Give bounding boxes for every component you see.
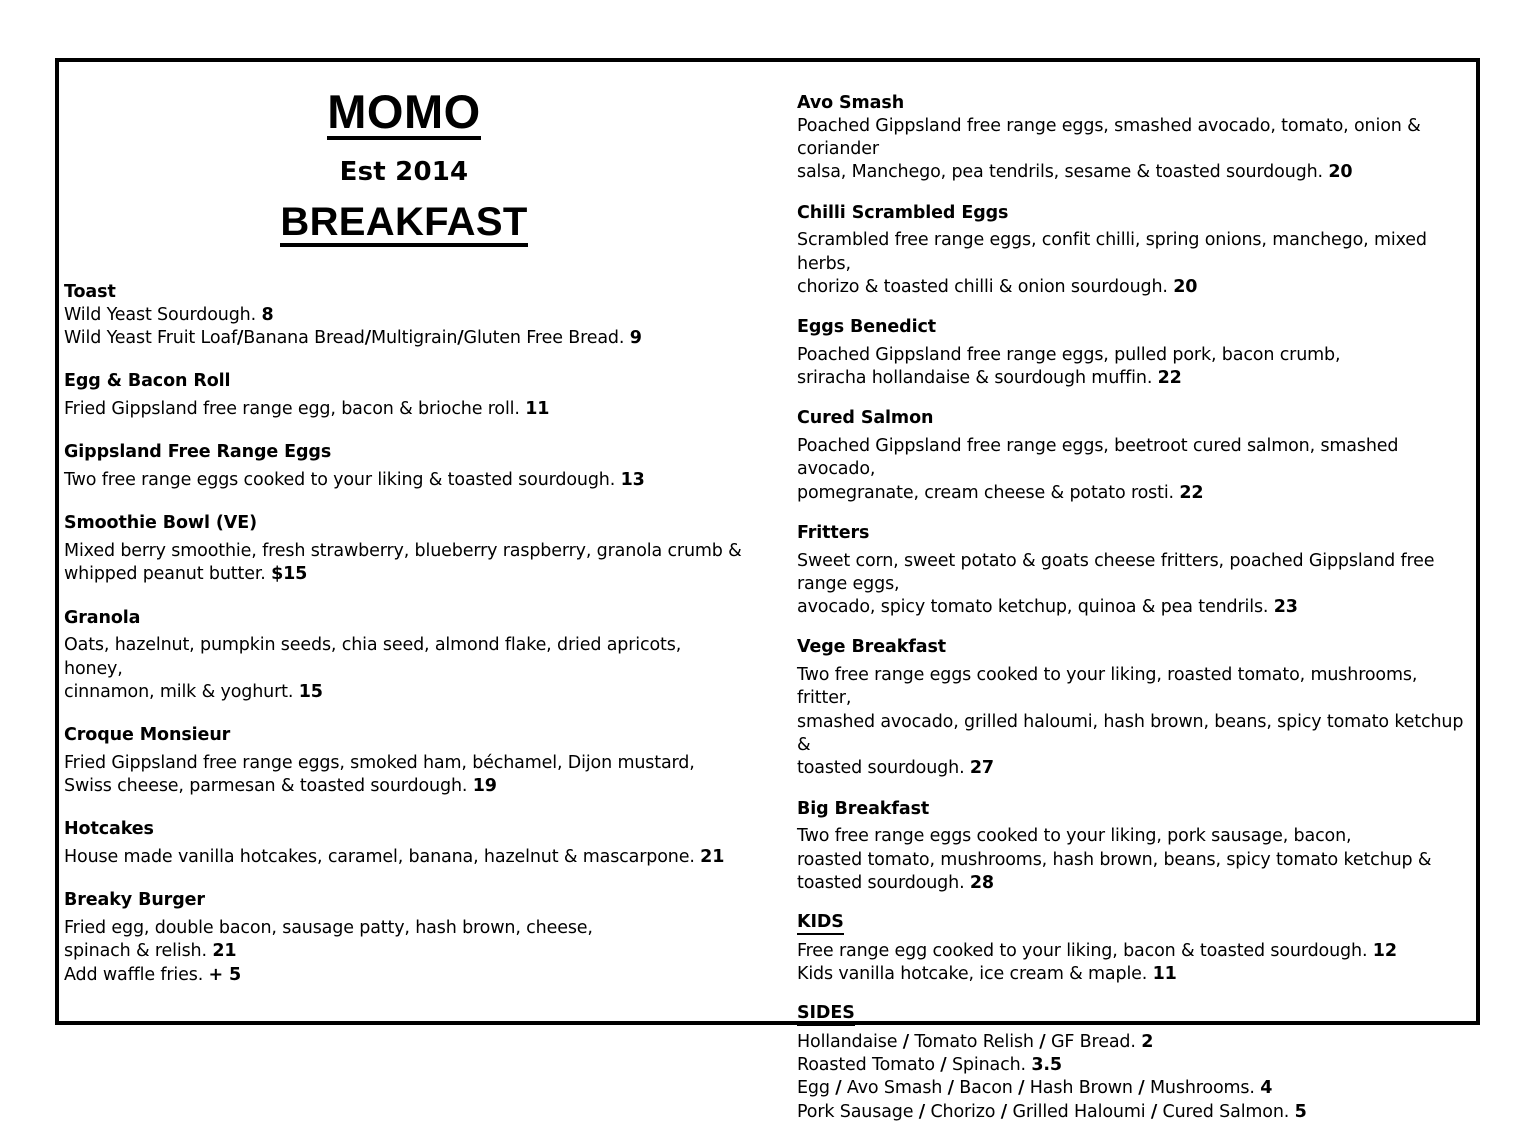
menu-item-title-row: [797, 636, 1469, 659]
menu-item-price: /: [835, 1078, 842, 1099]
menu-item-text: Two free range eggs cooked to your liking & toasted sourdough.: [64, 470, 621, 491]
menu-item-description-line: [797, 963, 1469, 986]
menu-item-breaky-burger: [64, 889, 744, 987]
menu-item-text: Kids vanilla hotcake, ice cream & maple.: [797, 964, 1153, 984]
menu-item-title: Eggs Benedict: [797, 317, 937, 338]
menu-item-description-line: [64, 940, 744, 963]
menu-item-title: Big Breakfast: [797, 798, 930, 819]
menu-item-price: /: [1138, 1078, 1145, 1099]
menu-item-title: Croque Monsieur: [64, 725, 231, 746]
menu-item-text: Fried Gippsland free range egg, bacon & brioche roll.: [64, 399, 526, 420]
menu-item-description-line: [797, 276, 1469, 299]
menu-item-description: [64, 398, 744, 421]
menu-item-text: Wild Yeast Fruit Loaf: [64, 328, 237, 349]
menu-item-text: avocado, spicy tomato ketchup, quinoa & pea tendrils.: [797, 597, 1274, 618]
menu-item-description: [797, 940, 1469, 987]
menu-item-title-row: [64, 281, 744, 304]
menu-item-text: Add waffle fries.: [64, 964, 209, 985]
menu-item-text: Swiss cheese, parmesan & toasted sourdough.: [64, 776, 473, 797]
menu-item-description-line: [797, 115, 1469, 162]
menu-item-kids: [797, 912, 1469, 986]
menu-item-description-line: [797, 367, 1469, 390]
menu-item-price: 15: [298, 681, 323, 702]
menu-item-text: Multigrain: [371, 328, 458, 349]
menu-item-text: Hash Brown: [1024, 1078, 1139, 1099]
menu-item-price: /: [918, 1101, 926, 1122]
menu-item-price: + 5: [208, 964, 242, 985]
menu-item-title-row: [64, 607, 744, 630]
menu-item-price: /: [1039, 1031, 1046, 1052]
menu-item-description-line: [797, 1031, 1469, 1054]
menu-item-text: Grilled Haloumi: [1007, 1101, 1151, 1122]
menu-item-description: [797, 1031, 1469, 1124]
menu-item-text: Poached Gippsland free range eggs, pulled pork, bacon crumb,: [797, 344, 1341, 365]
menu-item-description-line: [797, 664, 1469, 711]
menu-item-title-row: [64, 818, 744, 841]
menu-item-price: 9: [629, 328, 642, 349]
menu-item-price: 12: [1372, 940, 1397, 961]
menu-item-text: cinnamon, milk & yoghurt.: [64, 681, 299, 702]
menu-item-text: Avo Smash: [841, 1078, 948, 1099]
menu-item-text: Banana Bread: [243, 328, 365, 349]
menu-item-text: Oats, hazelnut, pumpkin seeds, chia seed, almond flake, dried apricots, honey,: [64, 635, 682, 679]
menu-item-text: Egg: [797, 1078, 836, 1099]
menu-item-title-row: [64, 370, 744, 393]
menu-item-description-line: [64, 327, 744, 350]
menu-content: [59, 62, 1476, 1122]
menu-item-description-line: [64, 846, 744, 869]
menu-item-price: /: [947, 1078, 954, 1099]
menu-item-text: Scrambled free range eggs, confit chilli, spring onions, manchego, mixed herbs,: [797, 230, 1427, 274]
menu-item-text: GF Bread.: [1045, 1031, 1142, 1052]
menu-item-text: Roasted Tomato: [797, 1055, 941, 1076]
menu-item-text: Two free range eggs cooked to your liking, pork sausage, bacon,: [797, 826, 1352, 847]
menu-item-text: Wild Yeast Sourdough.: [64, 304, 262, 325]
menu-item-price: 21: [212, 941, 237, 962]
menu-item-price: 28: [969, 872, 994, 893]
menu-item-title-row: [797, 522, 1469, 545]
menu-item-title-row: [64, 512, 744, 535]
menu-item-price: /: [902, 1031, 909, 1052]
menu-item-description-line: [797, 1054, 1469, 1077]
menu-item-text: whipped peanut butter.: [64, 564, 272, 585]
menu-item-price: 5: [1294, 1101, 1307, 1122]
menu-item-text: Gluten Free Bread.: [463, 328, 630, 349]
menu-item-title: Egg & Bacon Roll: [64, 371, 231, 392]
menu-item-description: [797, 435, 1469, 505]
menu-item-description: [64, 752, 744, 799]
menu-item-description-line: [64, 634, 744, 681]
menu-item-text: chorizo & toasted chilli & onion sourdough.: [797, 276, 1174, 297]
menu-item-price: 22: [1179, 482, 1204, 503]
menu-item-description-line: [797, 1101, 1469, 1124]
menu-item-price: 20: [1328, 162, 1353, 183]
menu-item-title: Toast: [64, 282, 116, 302]
menu-item-description: [64, 846, 744, 869]
menu-item-text: Mushrooms.: [1144, 1078, 1261, 1099]
menu-item-text: salsa, Manchego, pea tendrils, sesame & toasted sourdough.: [797, 162, 1329, 183]
menu-item-description: [64, 917, 744, 987]
menu-item-smoothie-bowl-ve: [64, 512, 744, 586]
menu-item-title-row: [797, 316, 1469, 339]
menu-item-egg-bacon-roll: [64, 370, 744, 421]
menu-item-text: Spinach.: [946, 1055, 1032, 1076]
menu-item-price: 20: [1173, 276, 1198, 297]
menu-items-right: [797, 92, 1469, 1124]
menu-item-description: [797, 115, 1469, 185]
menu-item-description: [64, 634, 744, 704]
menu-item-price: $15: [271, 564, 308, 585]
menu-item-text: Sweet corn, sweet potato & goats cheese fritters, poached Gippsland free range eggs,: [797, 550, 1435, 594]
menu-item-title: SIDES: [797, 1003, 855, 1026]
menu-item-avo-smash: [797, 92, 1469, 185]
established-year: Est 2014: [339, 157, 469, 187]
menu-item-text: Fried egg, double bacon, sausage patty, hash brown, cheese,: [64, 918, 593, 939]
menu-item-price: /: [1150, 1101, 1158, 1122]
menu-item-description: [64, 469, 744, 492]
meal-title: BREAKFAST: [280, 202, 527, 247]
menu-item-price: 22: [1157, 368, 1182, 389]
menu-item-description-line: [64, 398, 744, 421]
menu-item-description-line: [64, 563, 744, 586]
menu-item-price: /: [364, 328, 372, 349]
menu-item-title: Gippsland Free Range Eggs: [64, 442, 332, 463]
menu-item-description-line: [797, 825, 1469, 848]
menu-item-text: Chorizo: [925, 1101, 1001, 1122]
menu-item-price: 13: [620, 470, 645, 491]
menu-item-description-line: [64, 964, 744, 987]
menu-item-big-breakfast: [797, 798, 1469, 896]
menu-item-title: Granola: [64, 607, 141, 628]
menu-item-price: 8: [261, 304, 274, 325]
menu-item-granola: [64, 607, 744, 705]
menu-item-description: [797, 664, 1469, 780]
menu-item-text: sriracha hollandaise & sourdough muffin.: [797, 368, 1158, 389]
menu-item-text: toasted sourdough.: [797, 872, 970, 893]
menu-item-text: Cured Salmon.: [1157, 1101, 1295, 1122]
menu-item-description: [64, 304, 744, 351]
menu-item-description-line: [797, 435, 1469, 482]
menu-item-sides: [797, 1003, 1469, 1124]
menu-item-description-line: [64, 304, 744, 327]
menu-item-description-line: [64, 917, 744, 940]
menu-item-text: smashed avocado, grilled haloumi, hash brown, beans, spicy tomato ketchup &: [797, 711, 1464, 756]
menu-item-description-line: [64, 775, 744, 798]
menu-column-right: [797, 92, 1469, 1141]
menu-column-left: [64, 62, 744, 1007]
menu-item-price: /: [457, 328, 464, 349]
menu-item-hotcakes: [64, 818, 744, 869]
menu-item-title-row: [797, 407, 1469, 430]
menu-item-title: Hotcakes: [64, 819, 154, 840]
menu-item-title-row: [797, 92, 1469, 115]
menu-item-title: Fritters: [797, 522, 870, 543]
menu-item-description-line: [797, 161, 1469, 184]
masthead-meal-wrap: [64, 185, 744, 247]
menu-item-text: Two free range eggs cooked to your liking, roasted tomato, mushrooms, fritter,: [797, 665, 1418, 709]
menu-item-price: 27: [969, 758, 994, 779]
menu-item-text: Fried Gippsland free range eggs, smoked ham, béchamel, Dijon mustard,: [64, 752, 695, 773]
menu-item-title: Breaky Burger: [64, 890, 205, 911]
menu-item-description-line: [797, 757, 1469, 780]
menu-item-title-row: [797, 1003, 1469, 1026]
menu-item-price: 11: [1152, 964, 1177, 984]
restaurant-name: MOMO: [327, 85, 481, 138]
menu-item-text: Bacon: [953, 1078, 1019, 1099]
menu-item-text: Pork Sausage: [797, 1101, 919, 1122]
menu-item-price: 23: [1273, 597, 1298, 618]
menu-item-price: 19: [472, 776, 497, 797]
menu-item-title: Vege Breakfast: [797, 637, 947, 658]
menu-item-description-line: [797, 550, 1469, 597]
menu-item-description-line: [797, 482, 1469, 505]
menu-item-description-line: [797, 940, 1469, 963]
menu-item-price: 11: [525, 399, 550, 420]
menu-item-eggs-benedict: [797, 316, 1469, 390]
menu-item-description-line: [797, 229, 1469, 276]
menu-item-title: Smoothie Bowl (VE): [64, 513, 257, 534]
menu-item-description: [797, 825, 1469, 895]
menu-item-price: /: [236, 328, 244, 349]
menu-item-text: Free range egg cooked to your liking, bacon & toasted sourdough.: [797, 940, 1373, 961]
menu-item-description-line: [797, 1077, 1469, 1100]
menu-item-chilli-scrambled-eggs: [797, 202, 1469, 300]
menu-item-description-line: [797, 711, 1469, 758]
menu-item-price: 2: [1141, 1031, 1154, 1052]
menu-item-text: pomegranate, cream cheese & potato rosti.: [797, 482, 1180, 503]
menu-item-text: roasted tomato, mushrooms, hash brown, beans, spicy tomato ketchup &: [797, 849, 1432, 870]
menu-item-text: spinach & relish.: [64, 941, 213, 962]
menu-item-title: Chilli Scrambled Eggs: [797, 202, 1009, 223]
menu-item-price: 21: [700, 847, 725, 868]
menu-item-price: /: [940, 1055, 947, 1076]
menu-item-price: /: [1018, 1078, 1025, 1099]
menu-item-description-line: [797, 344, 1469, 367]
menu-item-text: Hollandaise: [797, 1031, 903, 1052]
menu-item-fritters: [797, 522, 1469, 620]
menu-item-cured-salmon: [797, 407, 1469, 505]
menu-item-description-line: [797, 872, 1469, 895]
menu-item-price: 4: [1260, 1078, 1273, 1099]
menu-item-text: Tomato Relish: [909, 1031, 1040, 1052]
menu-item-description: [797, 550, 1469, 620]
menu-item-title-row: [797, 202, 1469, 225]
menu-item-description-line: [64, 752, 744, 775]
menu-item-croque-monsieur: [64, 724, 744, 798]
menu-item-description-line: [64, 469, 744, 492]
menu-item-vege-breakfast: [797, 636, 1469, 780]
menu-item-description-line: [797, 596, 1469, 619]
menu-item-text: Poached Gippsland free range eggs, smashed avocado, tomato, onion & coriander: [797, 115, 1421, 160]
menu-item-description-line: [797, 849, 1469, 872]
menu-item-text: House made vanilla hotcakes, caramel, banana, hazelnut & mascarpone.: [64, 847, 701, 868]
menu-item-description: [64, 540, 744, 587]
menu-items-left: [64, 281, 744, 987]
menu-item-title: Avo Smash: [797, 93, 905, 113]
menu-item-description-line: [64, 681, 744, 704]
menu-item-text: toasted sourdough.: [797, 758, 970, 779]
masthead-brand-wrap: [64, 85, 744, 140]
menu-item-title-row: [797, 798, 1469, 821]
menu-item-description: [797, 229, 1469, 299]
menu-item-title: Cured Salmon: [797, 408, 934, 429]
menu-item-title-row: [797, 912, 1469, 935]
menu-item-description: [797, 344, 1469, 391]
menu-masthead: [64, 62, 744, 247]
menu-item-price: /: [1000, 1101, 1008, 1122]
menu-item-title-row: [64, 889, 744, 912]
menu-item-gippsland-free-range-eggs: [64, 441, 744, 492]
menu-item-title: KIDS: [797, 912, 844, 935]
menu-item-title-row: [64, 441, 744, 464]
menu-item-description-line: [64, 540, 744, 563]
menu-item-toast: [64, 281, 744, 350]
menu-item-title-row: [64, 724, 744, 747]
menu-item-price: 3.5: [1031, 1055, 1062, 1076]
menu-item-text: Mixed berry smoothie, fresh strawberry, blueberry raspberry, granola crumb &: [64, 541, 742, 562]
menu-item-text: Poached Gippsland free range eggs, beetroot cured salmon, smashed avocado,: [797, 436, 1399, 480]
